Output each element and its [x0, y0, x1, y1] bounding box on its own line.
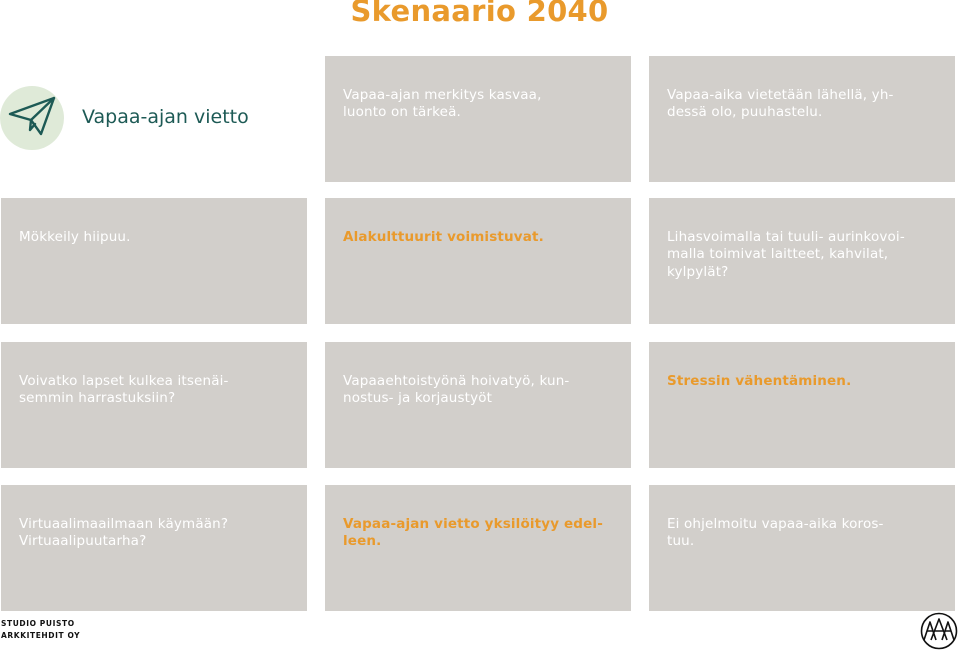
card-text: Vapaa-aika vietetään lähellä, yh- dessä olo, puuhastelu.: [667, 86, 894, 120]
card-vapaa-aika-lahella: [649, 56, 955, 182]
hero-block: [0, 56, 308, 182]
card-lihasvoimalla: [649, 198, 955, 324]
card-lapset-harrastukset: [1, 342, 307, 468]
card-text: Vapaa-ajan merkitys kasvaa, luonto on tärkeä.: [343, 86, 542, 120]
card-yksiloityy: [325, 485, 631, 611]
company-logo-text: [1, 618, 80, 642]
card-stressin-vahentaminen: [649, 342, 955, 468]
card-vapaa-ajan-merkitys: [325, 56, 631, 182]
studio-puisto-tree-mark-icon: [920, 612, 958, 650]
company-name-line2: ARKKITEHDIT OY: [1, 631, 81, 640]
card-virtuaalimaailma: [1, 485, 307, 611]
card-text: Ei ohjelmoitu vapaa-aika koros- tuu.: [667, 515, 884, 549]
card-text: Vapaaehtoistyönä hoivatyö, kun- nostus- ja korjaustyöt: [343, 372, 570, 406]
card-text: Stressin vähentäminen.: [667, 372, 852, 389]
page-title: Skenaario 2040: [350, 0, 609, 28]
card-ei-ohjelmoitu: [649, 485, 955, 611]
card-text: Virtuaalimaailmaan käymään? Virtuaalipuutarha?: [19, 515, 229, 549]
paper-plane-icon: [0, 86, 64, 150]
card-text: Voivatko lapset kulkea itsenäi- semmin harrastuksiin?: [19, 372, 229, 406]
card-text: Mökkeily hiipuu.: [19, 228, 131, 245]
card-mokkeily: [1, 198, 307, 324]
card-text: Lihasvoimalla tai tuuli- aurinkovoi- malla toimivat laitteet, kahvilat, kylpylät?: [667, 228, 905, 280]
hero-label: Vapaa-ajan vietto: [82, 106, 249, 128]
card-text: Vapaa-ajan vietto yksilöityy edel- leen.: [343, 515, 603, 549]
card-vapaaehtoistyo: [325, 342, 631, 468]
company-name-line1: STUDIO PUISTO: [1, 619, 75, 628]
card-text: Alakulttuurit voimistuvat.: [343, 228, 544, 245]
card-alakulttuurit: [325, 198, 631, 324]
